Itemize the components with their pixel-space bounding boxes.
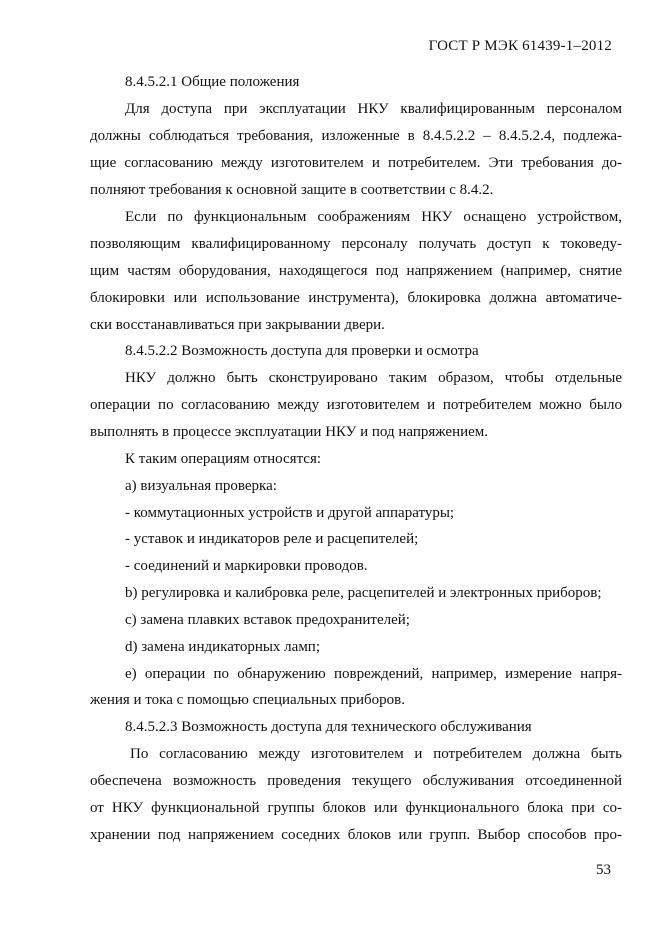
text-line: блокировки или использование инструмента), блокировка должна автоматиче- [90, 290, 622, 306]
text-line: НКУ должно быть сконструировано таким образом, чтобы отдельные [125, 370, 622, 386]
list-item: a) визуальная проверка: [125, 478, 277, 494]
list-item: d) замена индикаторных ламп; [125, 639, 320, 655]
standard-header: ГОСТ Р МЭК 61439-1–2012 [428, 38, 612, 54]
list-item: c) замена плавких вставок предохранителей; [125, 612, 410, 628]
section-heading: 8.4.5.2.1 Общие положения [125, 74, 300, 90]
text-line: щим частям оборудования, находящегося под напряжением (например, снятие [90, 263, 622, 279]
text-line: позволяющим квалифицированному персоналу получать доступ к токоведу- [90, 236, 622, 252]
list-item: - уставок и индикаторов реле и расцепителей; [125, 531, 419, 547]
list-item: - коммутационных устройств и другой аппаратуры; [125, 505, 455, 521]
text-line: По согласованию между изготовителем и потребителем должна быть [130, 746, 622, 762]
section-heading: 8.4.5.2.3 Возможность доступа для технического обслуживания [125, 719, 532, 735]
text-line: от НКУ функциональной группы блоков или функционального блока при со- [90, 800, 622, 816]
text-line: полняют требования к основной защите в соответствии с 8.4.2. [90, 182, 494, 198]
text-line: выполнять в процессе эксплуатации НКУ и под напряжением. [90, 424, 489, 440]
text-line: должны соблюдаться требования, изложенные в 8.4.5.2.2 – 8.4.5.2.4, подлежа- [90, 128, 622, 144]
text-line: щие согласованию между изготовителем и потребителем. Эти требования до- [90, 155, 622, 171]
text-line: обеспечена возможность проведения текущего обслуживания отсоединенной [90, 773, 622, 789]
section-heading: 8.4.5.2.2 Возможность доступа для проверки и осмотра [125, 343, 479, 359]
list-item: - соединений и маркировки проводов. [125, 558, 368, 574]
list-item: b) регулировка и калибровка реле, расцепителей и электронных приборов; [125, 585, 602, 601]
text-line: Для доступа при эксплуатации НКУ квалифицированным персоналом [125, 101, 622, 117]
text-line: Если по функциональным соображениям НКУ оснащено устройством, [125, 209, 622, 225]
text-line: жения и тока с помощью специальных приборов. [90, 692, 406, 708]
text-line: ски восстанавливаться при закрывании двери. [90, 317, 385, 333]
list-item: e) операции по обнаружению повреждений, например, измерение напря- [125, 666, 622, 682]
text-line: хранении под напряжением соседних блоков или групп. Выбор способов про- [90, 827, 622, 843]
text-line: операции по согласованию между изготовителем и потребителем можно было [90, 397, 622, 413]
text-line: К таким операциям относятся: [125, 451, 322, 467]
page-number: 53 [596, 862, 611, 878]
